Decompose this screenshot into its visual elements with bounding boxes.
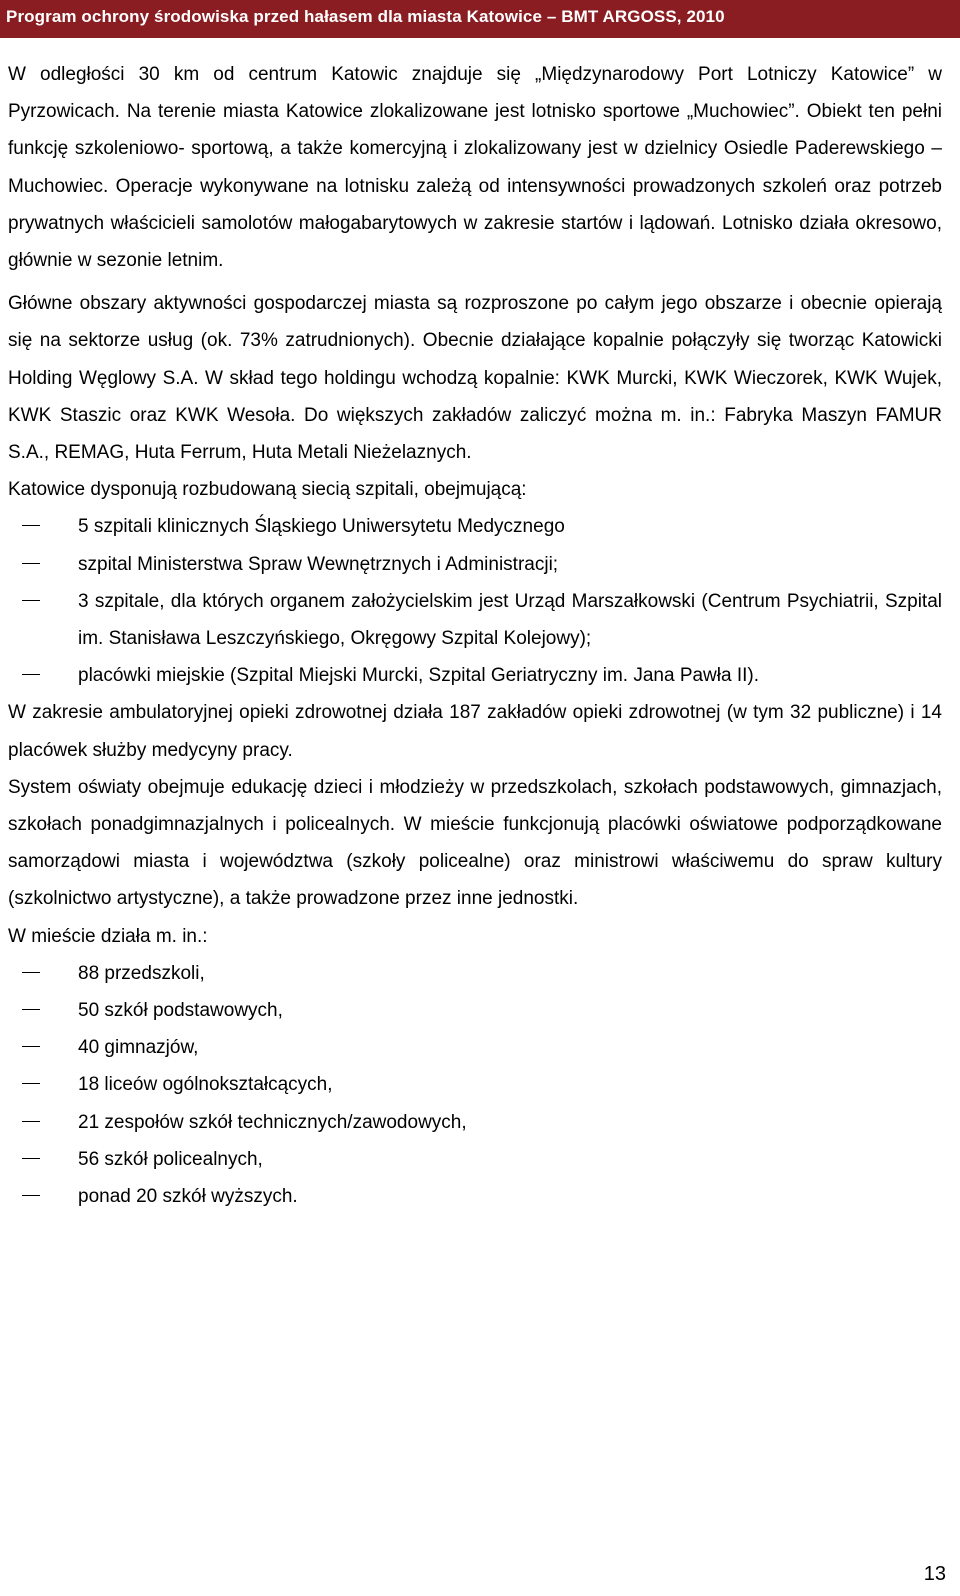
list-item [8, 546, 942, 583]
hospitals-list [8, 508, 942, 694]
dash-icon [22, 1046, 40, 1047]
dash-icon [22, 1121, 40, 1122]
page-number: 13 [923, 1563, 946, 1585]
dash-icon [22, 1158, 40, 1159]
list-item-text: 18 liceów ogólnokształcących, [78, 1074, 333, 1096]
page-header [0, 0, 960, 38]
list-item-text: 56 szkół policealnych, [78, 1148, 263, 1170]
document-body [8, 56, 942, 1215]
dash-icon [22, 972, 40, 973]
list-item [8, 1141, 942, 1178]
list-item-text: 40 gimnazjów, [78, 1037, 199, 1059]
list-item [8, 992, 942, 1029]
dash-icon [22, 600, 40, 601]
paragraph-airport: W odległości 30 km od centrum Katowic znajduje się „Międzynarodowy Port Lotniczy Katowice” w Pyrzowicach. Na terenie miasta Katowice zlokalizowane jest lotnisko sportowe „Muchowiec”. Obiekt ten pełni funkcję szkoleniowo- sportową, a także komercyjną i zlokalizowany jest w dzielnicy Osiedle Paderewskiego – Muchowiec. Operacje wykonywane na lotnisku zależą od intensywności prowadzonych szkoleń oraz potrzeb prywatnych właścicieli samolotów małogabarytowych w zakresie startów i lądowań. Lotnisko działa okresowo, głównie w sezonie letnim. [8, 64, 942, 272]
paragraph-ambulatory: W zakresie ambulatoryjnej opieki zdrowotnej działa 187 zakładów opieki zdrowotnej (w tym 32 publiczne) i 14 placówek służby medycyny pracy. [8, 702, 942, 761]
header-title: Program ochrony środowiska przed hałasem dla miasta Katowice – BMT ARGOSS, 2010 [6, 7, 725, 26]
list-item-text: 5 szpitali klinicznych Śląskiego Uniwersytetu Medycznego [78, 516, 565, 538]
schools-list [8, 955, 942, 1215]
list-item [8, 583, 942, 657]
dash-icon [22, 1083, 40, 1084]
paragraph-hospitals-intro: Katowice dysponują rozbudowaną siecią szpitali, obejmującą: [8, 479, 527, 501]
paragraph-schools-intro: W mieście działa m. in.: [8, 925, 208, 947]
list-item-text: szpital Ministerstwa Spraw Wewnętrznych i Administracji; [78, 553, 559, 575]
paragraph-education: System oświaty obejmuje edukację dzieci i młodzieży w przedszkolach, szkołach podstawowych, gimnazjach, szkołach ponadgimnazjalnych i policealnych. W mieście funkcjonują placówki oświatowe podporządkowane samorządowi miasta i województwa (szkoły policealne) oraz ministrowi właściwemu do spraw kultury (szkolnictwo artystyczne), a także prowadzone przez inne jednostki. [8, 776, 942, 910]
list-item [8, 1066, 942, 1103]
list-item-text: 3 szpitale, dla których organem założycielskim jest Urząd Marszałkowski (Centrum Psychiatrii, Szpital im. Stanisława Leszczyńskiego, Okręgowy Szpital Kolejowy); [78, 590, 942, 650]
list-item-text: 21 zespołów szkół technicznych/zawodowych, [78, 1111, 467, 1133]
dash-icon [22, 563, 40, 564]
list-item-text: 88 przedszkoli, [78, 962, 205, 984]
dash-icon [22, 1009, 40, 1010]
dash-icon [22, 525, 40, 526]
list-item [8, 955, 942, 992]
dash-icon [22, 1195, 40, 1196]
list-item [8, 508, 942, 545]
list-item [8, 1029, 942, 1066]
list-item [8, 1178, 942, 1215]
list-item-text: 50 szkół podstawowych, [78, 1000, 283, 1022]
list-item [8, 1104, 942, 1141]
paragraph-economy: Główne obszary aktywności gospodarczej miasta są rozproszone po całym jego obszarze i obecnie opierają się na sektorze usług (ok. 73% zatrudnionych). Obecnie działające kopalnie połączyły się tworząc Katowicki Holding Węglowy S.A. W skład tego holdingu wchodzą kopalnie: KWK Murcki, KWK Wieczorek, KWK Wujek, KWK Staszic oraz KWK Wesoła. Do większych zakładów zaliczyć można m. in.: Fabryka Maszyn FAMUR S.A., REMAG, Huta Ferrum, Huta Metali Nieżelaznych. [8, 293, 942, 464]
dash-icon [22, 674, 40, 675]
list-item [8, 657, 942, 694]
list-item-text: ponad 20 szkół wyższych. [78, 1186, 298, 1208]
list-item-text: placówki miejskie (Szpital Miejski Murcki, Szpital Geriatryczny im. Jana Pawła II). [78, 665, 760, 687]
